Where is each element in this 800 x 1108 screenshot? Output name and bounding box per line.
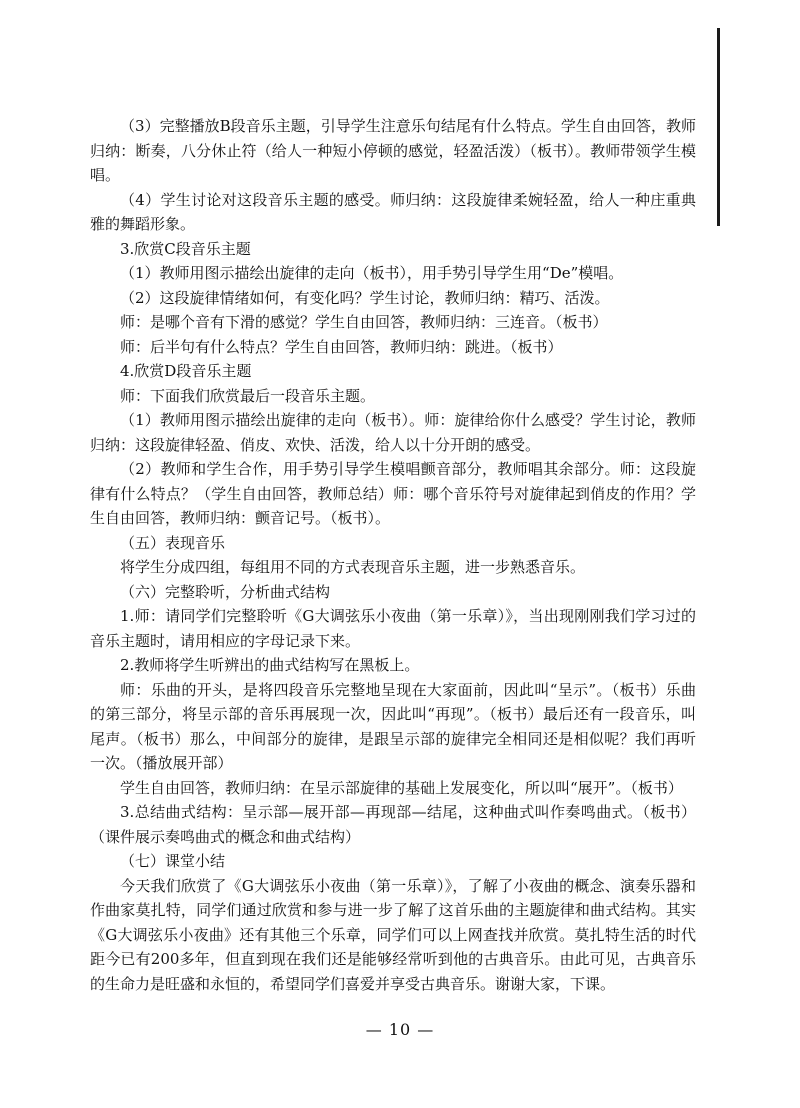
paragraph: 师：乐曲的开头，是将四段音乐完整地呈现在大家面前，因此叫“呈示”。（板书）乐曲的第三部分，将呈示部的音乐再展现一次，因此叫“再现”。（板书）最后还有一段音乐，叫尾声。（板书）那么，中间部分的旋律，是跟呈示部的旋律完全相同还是相似呢？我们再听一次。（播放展开部）	[90, 680, 696, 772]
paragraph: （1）教师用图示描绘出旋律的走向（板书）。师：旋律给你什么感受？学生讨论，教师归纳：这段旋律轻盈、俏皮、欢快、活泼，给人以十分开朗的感受。	[90, 411, 696, 454]
paragraph: （2）这段旋律情绪如何，有变化吗？学生讨论，教师归纳：精巧、活泼。	[120, 288, 610, 307]
paragraph: （4）学生讨论对这段音乐主题的感受。师归纳：这段旋律柔婉轻盈，给人一种庄重典雅的舞蹈形象。	[90, 190, 696, 233]
paragraph: 师：是哪个音有下滑的感觉？学生自由回答，教师归纳：三连音。（板书）	[120, 313, 608, 331]
section-heading: （五）表现音乐	[120, 533, 226, 552]
paragraph: 将学生分成四组，每组用不同的方式表现音乐主题，进一步熟悉音乐。	[120, 558, 586, 576]
paragraph: 师：下面我们欣赏最后一段音乐主题。	[120, 386, 376, 405]
paragraph: 3.总结曲式结构：呈示部—展开部—再现部—结尾，这种曲式叫作奏鸣曲式。（板书）（课件展示奏鸣曲式的概念和曲式结构）	[90, 803, 696, 846]
page-number: — 10 —	[365, 1020, 435, 1039]
page-edge-mark	[717, 28, 720, 226]
paragraph: 1.师：请同学们完整聆听《G大调弦乐小夜曲（第一乐章）》，当出现刚刚我们学习过的音乐主题时，请用相应的字母记录下来。	[90, 607, 696, 650]
section-heading: （七）课堂小结	[120, 852, 226, 870]
paragraph: 师：后半句有什么特点？学生自由回答，教师归纳：跳进。（板书）	[120, 337, 563, 356]
document-body	[90, 114, 696, 996]
paragraph: （3）完整播放B段音乐主题，引导学生注意乐句结尾有什么特点。学生自由回答，教师归纳：断奏，八分休止符（给人一种短小停顿的感觉，轻盈活泼）（板书）。教师带领学生模唱。	[90, 117, 696, 184]
section-heading: （六）完整聆听，分析曲式结构	[120, 582, 331, 601]
paragraph: （1）教师用图示描绘出旋律的走向（板书），用手势引导学生用“De”模唱。	[120, 264, 624, 282]
paragraph: 学生自由回答，教师归纳：在呈示部旋律的基础上发展变化，所以叫“展开”。（板书）	[120, 778, 683, 797]
section-heading: 3.欣赏C段音乐主题	[120, 239, 251, 258]
section-heading: 4.欣赏D段音乐主题	[120, 362, 252, 380]
paragraph: （2）教师和学生合作，用手势引导学生模唱颤音部分，教师唱其余部分。师：这段旋律有什么特点？（学生自由回答，教师总结）师：哪个音乐符号对旋律起到俏皮的作用？学生自由回答，教师归纳：颤音记号。（板书）。	[90, 460, 696, 527]
paragraph: 今天我们欣赏了《G大调弦乐小夜曲（第一乐章）》，了解了小夜曲的概念、演奏乐器和作曲家莫扎特，同学们通过欣赏和参与进一步了解了这首乐曲的主题旋律和曲式结构。其实《G大调弦乐小夜曲》还有其他三个乐章，同学们可以上网查找并欣赏。莫扎特生活的时代距今已有200多年，但直到现在我们还是能够经常听到他的古典音乐。由此可见，古典音乐的生命力是旺盛和永恒的，希望同学们喜爱并享受古典音乐。谢谢大家，下课。	[90, 876, 696, 993]
paragraph: 2.教师将学生听辨出的曲式结构写在黑板上。	[120, 656, 420, 674]
